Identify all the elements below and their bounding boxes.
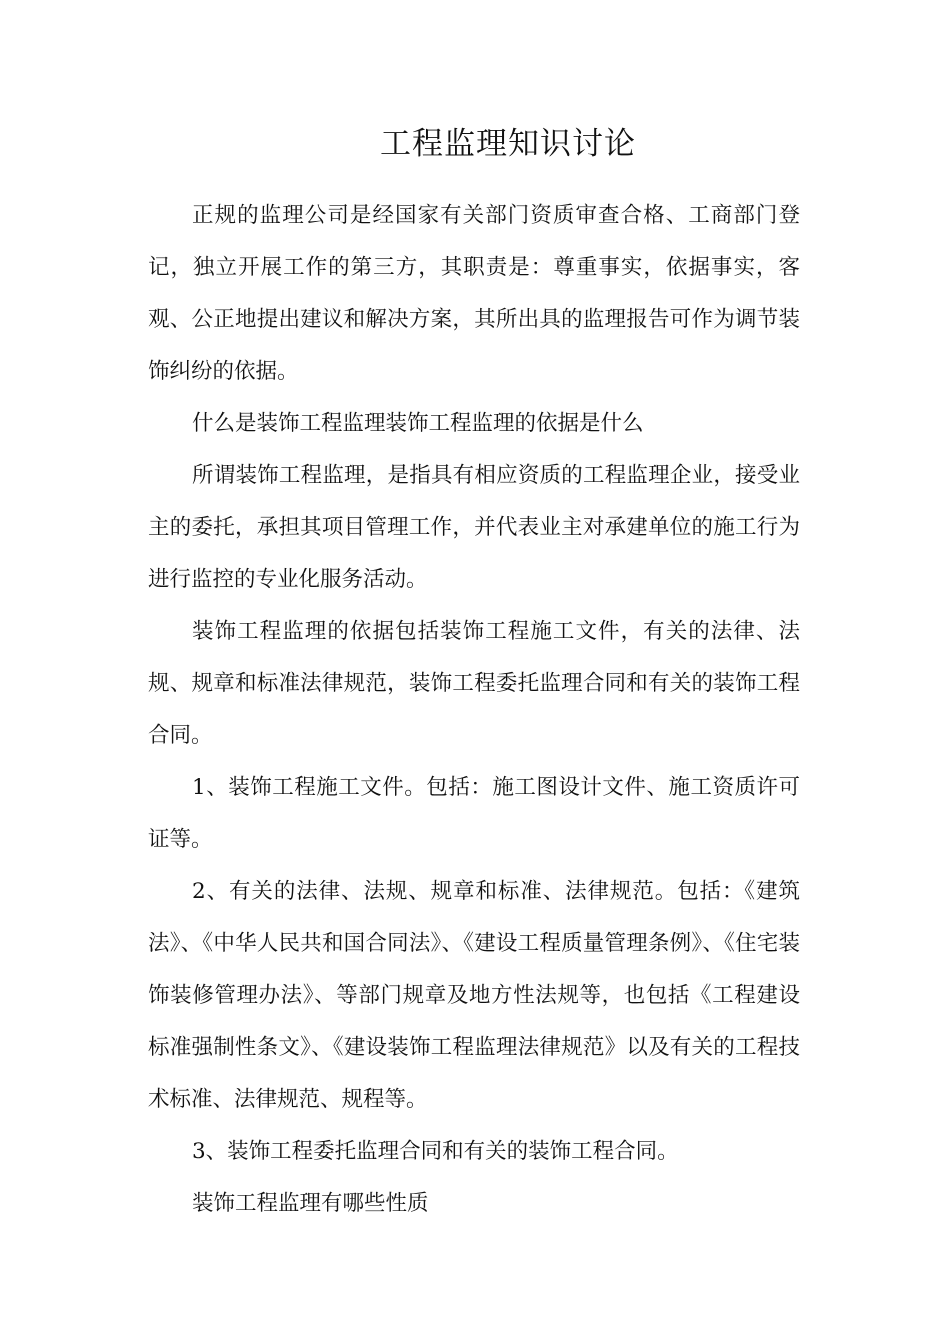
- paragraph-question: 什么是装饰工程监理装饰工程监理的依据是什么: [192, 411, 644, 436]
- document-body: [148, 190, 800, 1230]
- paragraph-basis: 装饰工程监理的依据包括装饰工程施工文件，有关的法律、法规、规章和标准法律规范，装饰工程委托监理合同和有关的装饰工程合同。: [148, 619, 800, 748]
- paragraph-intro: 正规的监理公司是经国家有关部门资质审查合格、工商部门登记，独立开展工作的第三方，其职责是：尊重事实，依据事实，客观、公正地提出建议和解决方案，其所出具的监理报告可作为调节装饰纠纷的依据。: [148, 203, 800, 384]
- paragraph-item-3: 3、装饰工程委托监理合同和有关的装饰工程合同。: [192, 1139, 679, 1164]
- document-title: 工程监理知识讨论: [380, 126, 636, 162]
- paragraph-heading-nature: 装饰工程监理有哪些性质: [192, 1191, 429, 1216]
- paragraph-item-1: 1、装饰工程施工文件。包括：施工图设计文件、施工资质许可证等。: [148, 775, 800, 852]
- paragraph-definition: 所谓装饰工程监理，是指具有相应资质的工程监理企业，接受业主的委托，承担其项目管理工作，并代表业主对承建单位的施工行为进行监控的专业化服务活动。: [148, 463, 800, 592]
- paragraph-item-2: 2、有关的法律、法规、规章和标准、法律规范。包括：《建筑法》、《中华人民共和国合同法》、《建设工程质量管理条例》、《住宅装饰装修管理办法》、等部门规章及地方性法规等，也包括《工程建设标准强制性条文》、《建设装饰工程监理法律规范》以及有关的工程技术标准、法律规范、规程等。: [148, 879, 800, 1112]
